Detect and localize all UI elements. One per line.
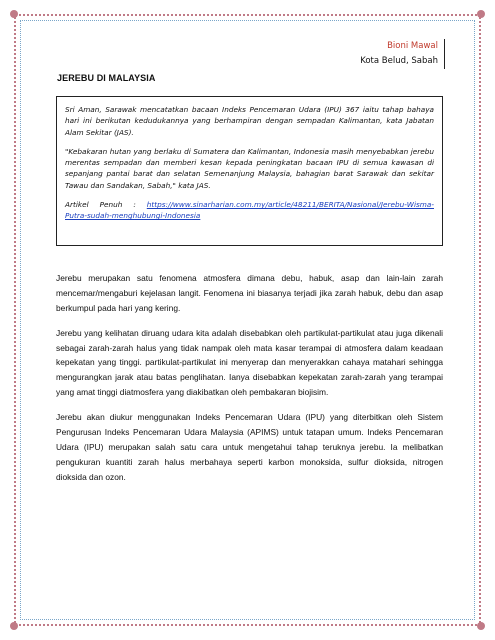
news-quote-box bbox=[56, 96, 443, 246]
quote-paragraph: Sri Aman, Sarawak mencatatkan bacaan Indeks Pencemaran Udara (IPU) 367 iaitu tahap bahaya hari ini berikutan kedudukannya yang berhampiran dengan sempadan Kalimantan, kata Jabatan Alam Sekitar (JAS). bbox=[65, 105, 434, 137]
body-paragraph: Jerebu akan diukur menggunakan Indeks Pencemaran Udara (IPU) yang diterbitkan oleh Sistem Pengurusan Indeks Pencemaran Udara Malaysia (APIMS) untuk tatapan umum. Indeks Pencemaran Udara (IPU) merupakan salah satu cara untuk mengetahui tahap teruknya jerebu. Ia melibatkan pengukuran kuantiti zarah halus merbahaya seperti karbon monoksida, sulfur dioksida, nitrogen dioksida dan ozon. bbox=[56, 412, 443, 482]
author-block bbox=[360, 39, 445, 69]
article-source bbox=[65, 199, 434, 222]
border-corner-ornament bbox=[477, 622, 485, 630]
author-location: Kota Belud, Sabah bbox=[360, 56, 438, 66]
quote-paragraph: "Kebakaran hutan yang berlaku di Sumatera dan Kalimantan, Indonesia masih menyebabkan jerebu merentas sempadan dan memberi kesan kepada peningkatan bacaan IPU di semua kawasan di sepanjang pantai barat dan selatan Semenanjung Malaysia, bahagian barat Sarawak dan sekitar Tawau dan Sandakan, Sabah," kata JAS. bbox=[65, 146, 434, 190]
border-corner-ornament bbox=[477, 10, 485, 18]
article-label: Artikel Penuh : bbox=[65, 200, 147, 210]
body-paragraph: Jerebu yang kelihatan diruang udara kita adalah disebabkan oleh partikulat-partikulat atau juga dikenali sebagai zarah-zarah halus yang tidak nampak oleh mata kasar terampai di atmosfera dalam keadaan kepekatan yang tinggi. partikulat-partikulat ini menyerap dan menyerakkan cahaya matahari sehingga mengurangkan jarak atau batas penglihatan. Ianya disebabkan kepekatan zarah-zarah yang terampai yang amat tinggi diatmosfera yang diakibatkan oleh pembakaran biojisim. bbox=[56, 327, 443, 398]
author-name: Bioni Mawal bbox=[387, 41, 438, 51]
border-corner-ornament bbox=[10, 622, 18, 630]
body-text bbox=[56, 271, 443, 495]
document-title: JEREBU DI MALAYSIA bbox=[57, 73, 156, 83]
article-link[interactable]: https://www.sinarharian.com.my/article/48211/BERITA/Nasional/Jerebu-Wisma-Putra-sudah-menghubungi-Indonesia bbox=[65, 200, 434, 221]
body-paragraph: Jerebu merupakan satu fenomena atmosfera dimana debu, habuk, asap dan lain-lain zarah mencemar/mengaburi kejelasan langit. Fenomena ini biasanya terjadi jika zarah habuk, debu dan asap berkumpul pada hari yang kering. bbox=[56, 273, 443, 313]
border-corner-ornament bbox=[10, 10, 18, 18]
